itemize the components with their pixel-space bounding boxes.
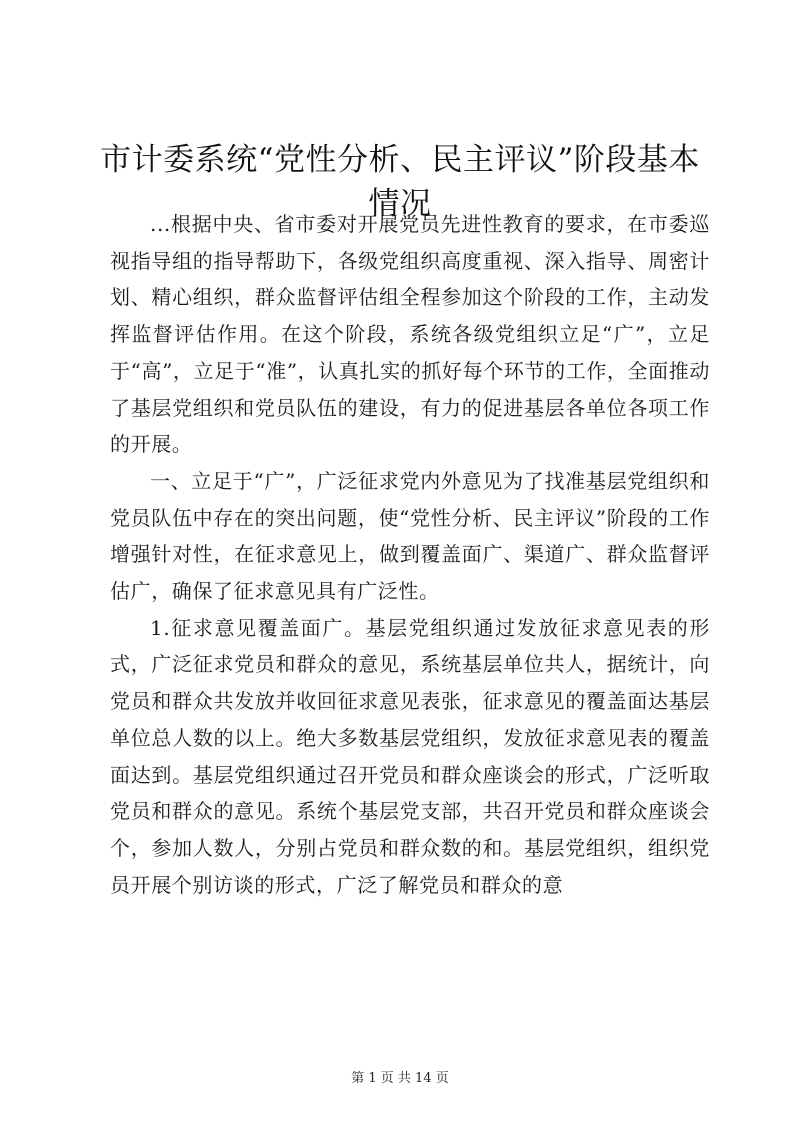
page-title: 市计委系统“党性分析、民主评议”阶段基本情况 [100,142,700,222]
paragraph-intro: ...根据中央、省市委对开展党员先进性教育的要求，在市委巡视指导组的指导帮助下，各级党组织高度重视、深入指导、周密计划、精心组织，群众监督评估组全程参加这个阶段的工作，主动发挥监督评估作用。在这个阶段，系统各级党组织立足“广”，立足于“高”，立足于“准”，认真扎实的抓好每个环节的工作，全面推动了基层党组织和党员队伍的建设，有力的促进基层各单位各项工作的开展。 [110,212,710,457]
paragraph-item-one: 1.征求意见覆盖面广。基层党组织通过发放征求意见表的形式，广泛征求党员和群众的意见，系统基层单位共人，据统计，向党员和群众共发放并收回征求意见表张，征求意见的覆盖面达基层单位总人数的以上。绝大多数基层党组织，发放征求意见表的覆盖面达到。基层党组织通过召开党员和群众座谈会的形式，广泛听取党员和群众的意见。系统个基层党支部，共召开党员和群众座谈会个，参加人数人，分别占党员和群众数的和。基层党组织，组织党员开展个别访谈的形式，广泛了解党员和群众的意 [110,615,710,897]
page-footer: 第 1 页 共 14 页 [351,1071,449,1086]
document-body [110,206,710,903]
paragraph-section-one: 一、立足于“广”，广泛征求党内外意见为了找准基层党组织和党员队伍中存在的突出问题，使“党性分析、民主评议”阶段的工作增强针对性，在征求意见上，做到覆盖面广、渠道广、群众监督评估广，确保了征求意见具有广泛性。 [110,468,710,604]
